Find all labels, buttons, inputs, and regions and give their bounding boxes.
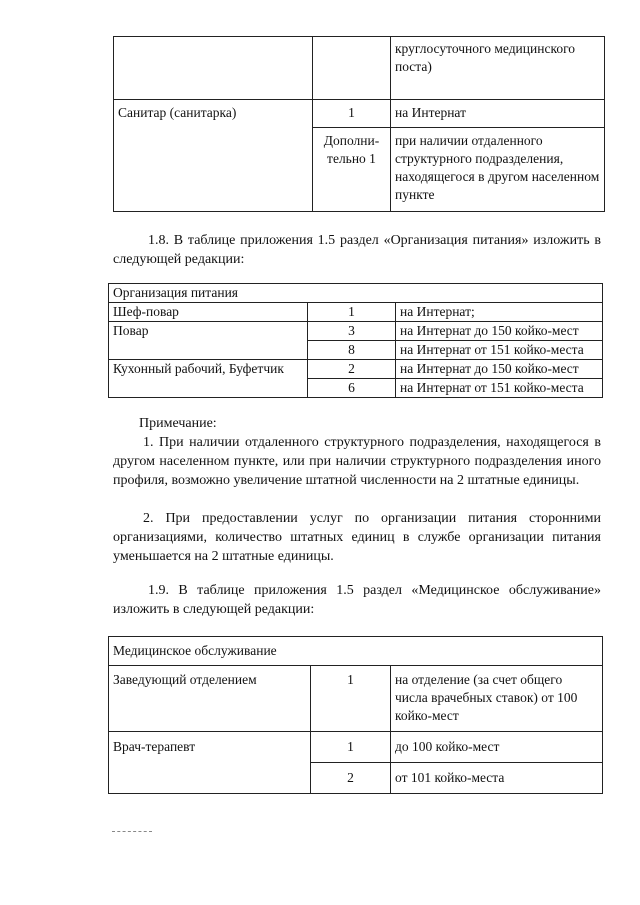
table-row [109, 666, 603, 732]
position-cell: Врач-терапевт [109, 732, 311, 794]
count-cell: 8 [308, 341, 396, 360]
table-row [109, 732, 603, 763]
position-cell [114, 37, 313, 100]
count-cell: 1 [311, 666, 391, 732]
note-cell: от 101 койко-места [391, 763, 603, 794]
medical-service-table [108, 636, 603, 794]
count-cell: 1 [308, 303, 396, 322]
note-cell: до 100 койко-мест [391, 732, 603, 763]
paragraph-1-8: 1.8. В таблице приложения 1.5 раздел «Организация питания» изложить в следующей редакции: [113, 233, 601, 267]
table-row [109, 303, 603, 322]
table-row [114, 128, 605, 212]
note-item-2: 2. При предоставлении услуг по организации питания сторонними организациями, количество штатных единиц в службе организации питания уменьшается на 2 штатные единицы. [113, 511, 601, 564]
note-cell: при наличии отдаленного структурного подразделения, находящегося в другом населенном пункте [391, 128, 605, 212]
table-header-row [109, 637, 603, 666]
note-cell: на Интернат от 151 койко-места [396, 341, 603, 360]
section-header: Организация питания [109, 284, 603, 303]
position-cell: Кухонный рабочий, Буфетчик [109, 360, 308, 398]
count-cell: 2 [311, 763, 391, 794]
page-divider [112, 831, 152, 832]
note-cell: на Интернат [391, 100, 605, 128]
note-title: Примечание: [139, 416, 217, 431]
paragraph-1-9: 1.9. В таблице приложения 1.5 раздел «Медицинское обслуживание» изложить в следующей редакции: [113, 583, 601, 617]
count-cell: 6 [308, 379, 396, 398]
count-cell [313, 37, 391, 100]
section-header: Медицинское обслуживание [109, 637, 603, 666]
table-row [114, 37, 605, 100]
table-header-row [109, 284, 603, 303]
count-cell: 1 [313, 100, 391, 128]
position-cell: Санитар (санитарка) [114, 100, 313, 128]
position-cell: Шеф-повар [109, 303, 308, 322]
table-row [109, 360, 603, 379]
note-cell: на Интернат до 150 койко-мест [396, 360, 603, 379]
food-service-table [108, 283, 603, 398]
position-cell: Заведующий отделением [109, 666, 311, 732]
note-cell: круглосуточного медицинского поста) [391, 37, 605, 100]
note-cell: на Интернат до 150 койко-мест [396, 322, 603, 341]
note-cell: на отделение (за счет общего числа врачебных ставок) от 100 койко-мест [391, 666, 603, 732]
count-cell: Дополни-тельно 1 [313, 128, 391, 212]
count-cell: 1 [311, 732, 391, 763]
count-cell: 2 [308, 360, 396, 379]
table-row [109, 322, 603, 341]
note-cell: на Интернат от 151 койко-места [396, 379, 603, 398]
position-cell: Повар [109, 322, 308, 360]
position-cell [114, 128, 313, 212]
note-item-1: 1. При наличии отдаленного структурного подразделения, находящегося в другом населенном пункте, или при наличии структурного подразделения иного профиля, возможно увеличение штатной численности на 2 штатные единицы. [113, 435, 601, 488]
count-cell: 3 [308, 322, 396, 341]
table-row [114, 100, 605, 128]
staff-table-top [113, 36, 605, 212]
note-cell: на Интернат; [396, 303, 603, 322]
